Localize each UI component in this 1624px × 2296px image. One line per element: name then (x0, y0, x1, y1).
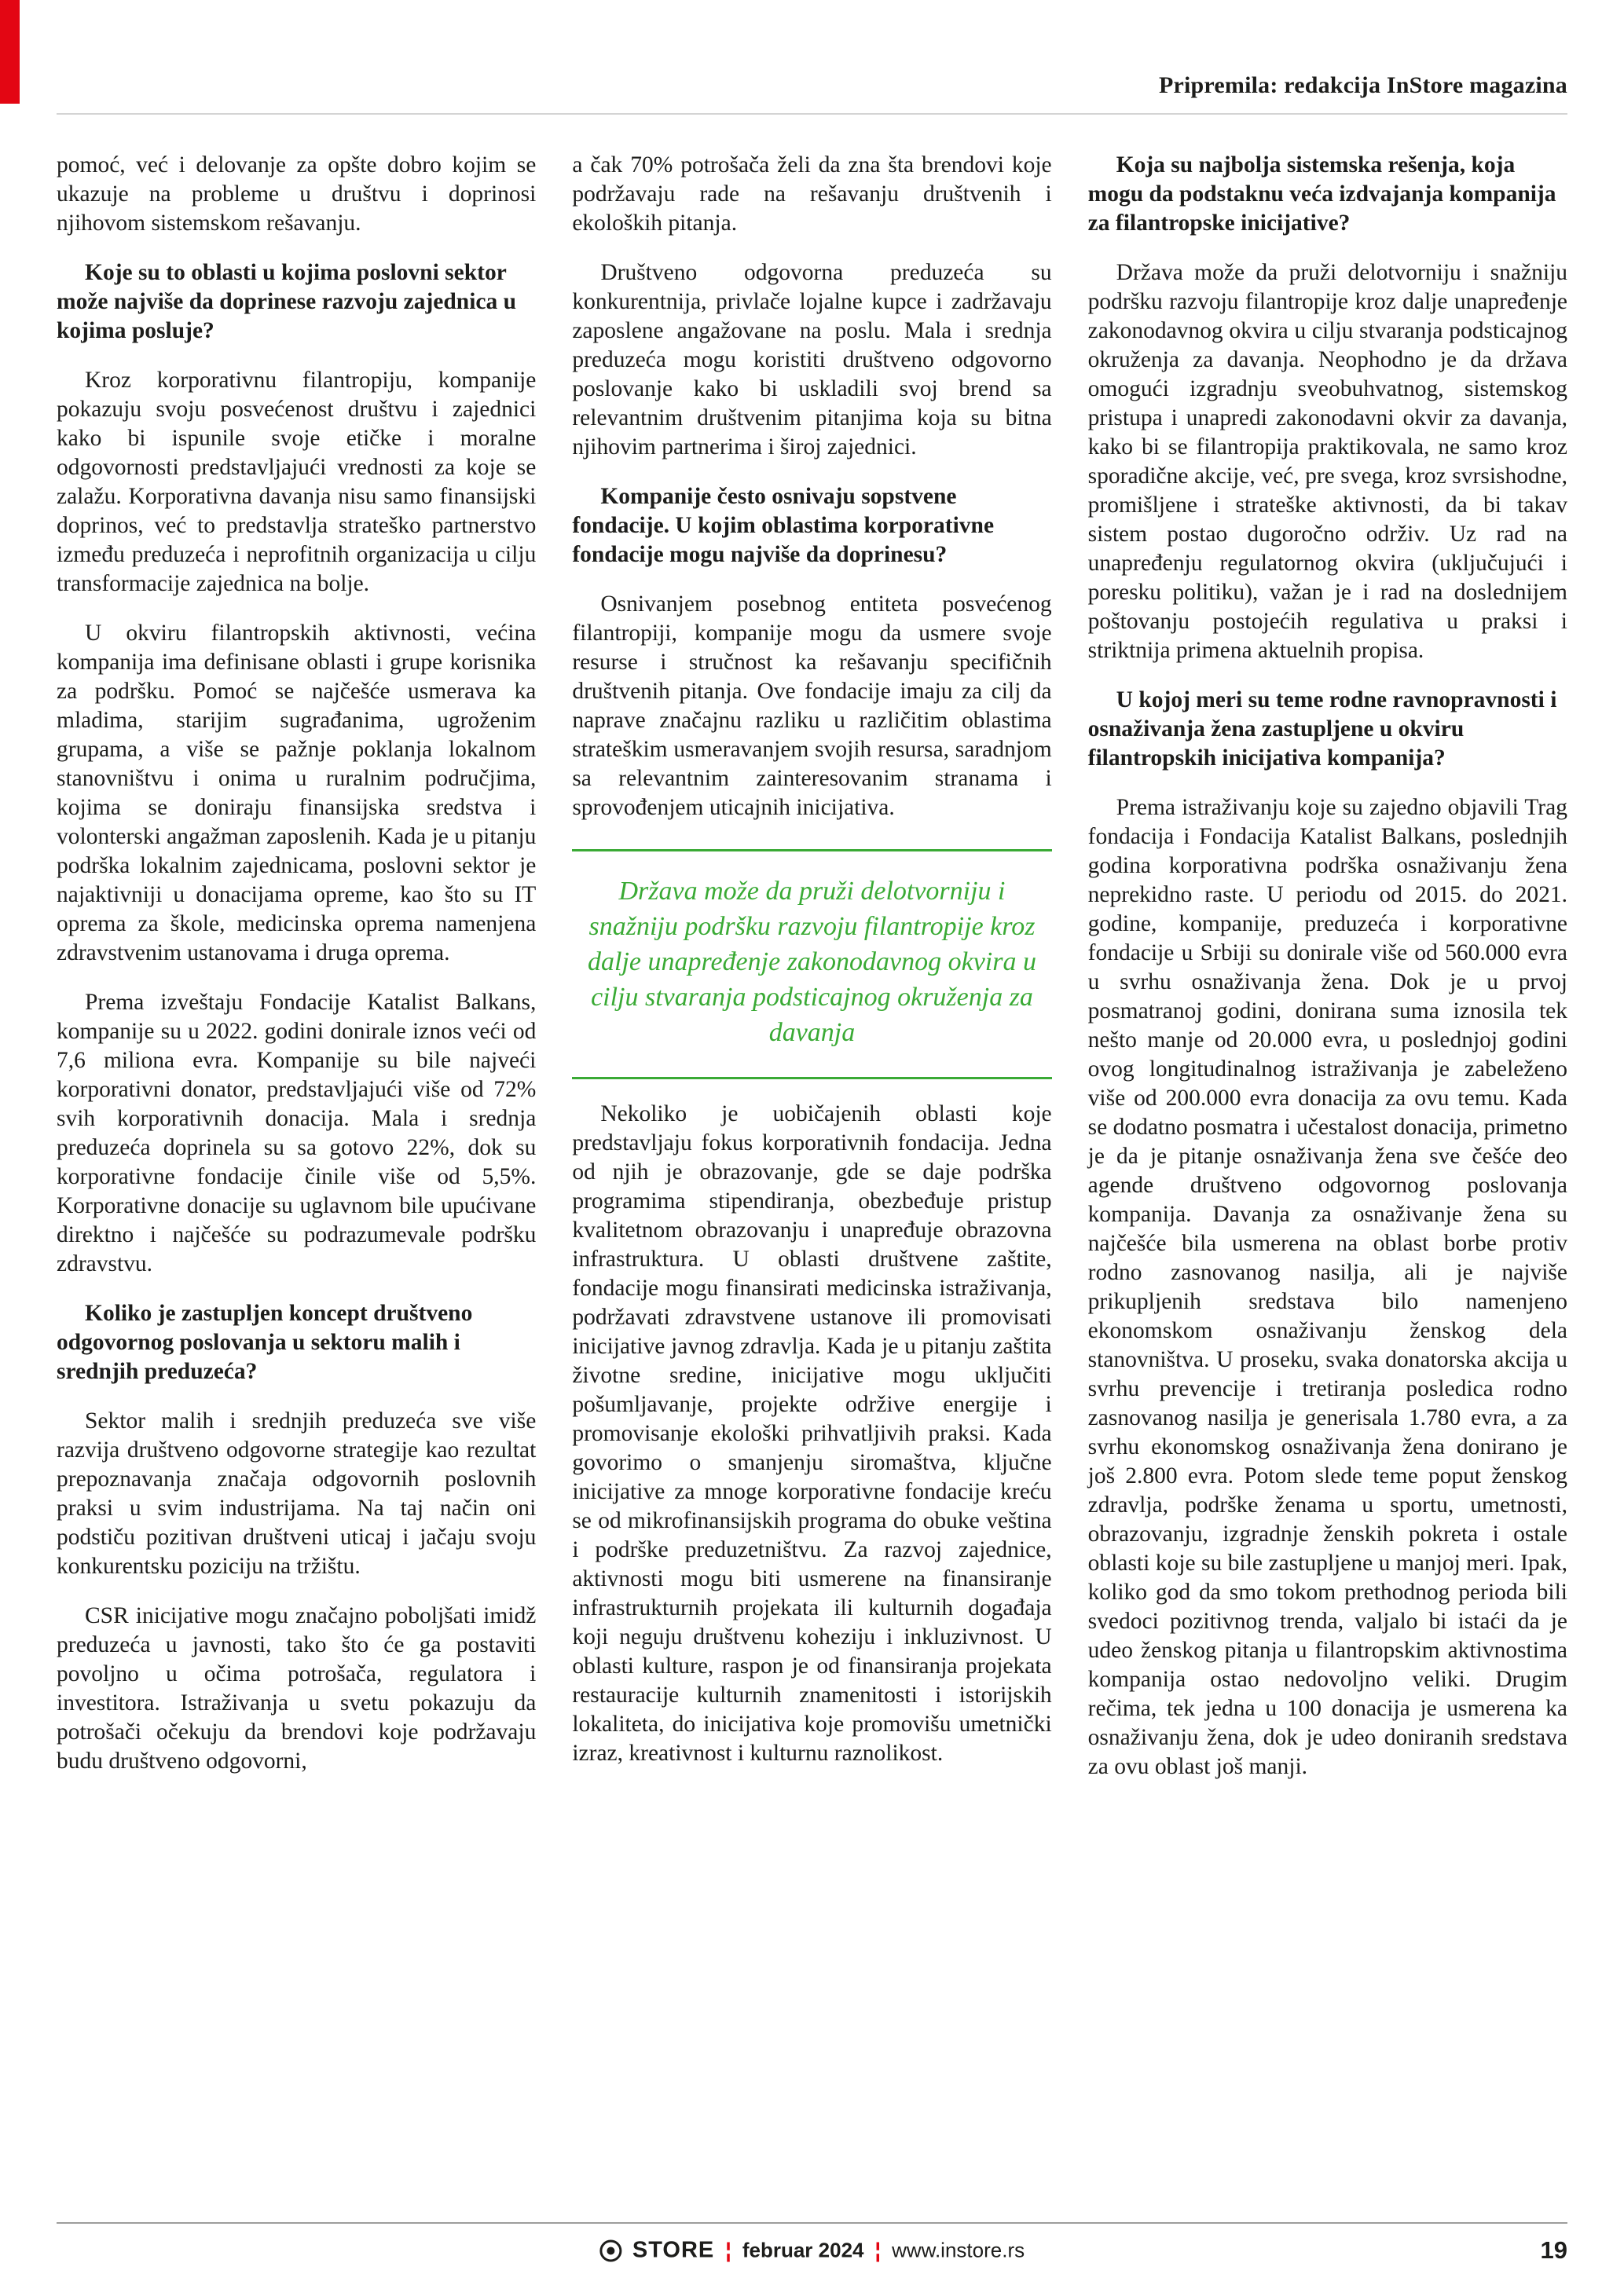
footer-separator-1: ¦ (725, 2238, 731, 2262)
body-paragraph: CSR inicijative mogu značajno poboljšati imidž preduzeća u javnosti, tako što će ga postaviti povoljno u očima potrošača, regulatora i investitora. Istraživanja u svetu pokazuju da potrošači očekuju da brendovi koje podržavaju budu društveno odgovorni, (57, 1603, 537, 1774)
article-column-3 (1088, 151, 1567, 1782)
body-paragraph: a čak 70% potrošača želi da zna šta brendovi koje podržavaju rade na rešavanju društvenih i ekoloških pitanja. (572, 152, 1052, 236)
corner-red-tab (0, 0, 20, 104)
instore-logo-icon (599, 2239, 621, 2261)
footer-brand-line (599, 2238, 1025, 2264)
instore-logo-dot (607, 2247, 614, 2254)
body-paragraph: Osnivanjem posebnog entiteta posvećenog filantropiji, kompanije mogu da usmere svoje resurse i stručnost ka rešavanju specifičnih društvenih pitanja. Ove fondacije imaju za cilj da naprave značajnu razliku u različitim oblastima strateškim usmeravanjem svojih resursa, saradnjom sa relevantnim zainteresovanim stranama i sprovođenjem uticajnih inicijativa. (572, 591, 1052, 820)
pull-quote-text: Država može da pruži delotvorniju i snažniju podršku razvoju filantropije kroz dalje unapređenje zakonodavnog okvira u cilju stvaranja podsticajnog okruženja za davanja (588, 877, 1036, 1047)
body-paragraph: Prema istraživanju koje su zajedno objavili Trag fondacija i Fondacija Katalist Balkans, poslednjih godina korporativna podrška osnaživanju žena neprekidno raste. U periodu od 2015. do 2021. godine, kompanije, preduzeća i korporativne fondacije u Srbiji su donirale više od 560.000 evra u svrhu osnaživanja žena. Dok je u prvoj posmatranoj godini, donirana suma iznosila tek nešto manje od 20.000 evra, u poslednjoj godini ovog longitudinalnog istraživanja je zabeleženo više od 200.000 evra donacija za ovu temu. Kada se dodatno posmatra i učestalost donacija, primetno je da je pitanje osnaživanja žena sve češće deo agende društveno odgovornog poslovanja kompanija. Davanja za osnaživanje žena su najčešće bila usmerena na oblast borbe protiv rodno zasnovanog nasilja, ali je najviše prikupljenih sredstava bilo namenjeno ekonomskom osnaživanju ženskog dela stanovništva. U proseku, svaka donatorska akcija u svrhu prevencije i tretiranja posledica rodno zasnovanog nasilja je generisala 1.780 evra, a za svrhu ekonomskog osnaživanja žena donirano je još 2.800 evra. Potom slede teme poput ženskog zdravlja, podrške ženama u sportu, umetnosti, obrazovanju, izgradnje ženskih pokreta i ostale oblasti koje su bile zastupljene u manjoj meri. Ipak, koliko god da smo tokom prethodnog perioda bili svedoci pozitivnog trenda, valjalo bi istaći da je udeo ženskog pitanja u filantropskim aktivnostima kompanija ostao nedovoljno veliki. Drugim rečima, tek jedna u 100 donacija je usmerena ka osnaživanju žena, dok je udeo doniranih sredstava za ovu oblast još manji. (1087, 795, 1567, 1779)
question-heading: Kompanije često osnivaju sopstvene fondacije. U kojim oblastima korporativne fondacije mogu najviše da doprinesu? (572, 484, 995, 567)
article-column-2 (572, 151, 1051, 1768)
body-paragraph: Prema izveštaju Fondacije Katalist Balkans, kompanije su u 2022. godini donirale iznos veći od 7,6 miliona evra. Kompanije su bile najveći korporativni donator, predstavljajući više od 72% svih korporativnih donacija. Mala i srednja preduzeća doprinela su sa gotovo 22%, dok su korporativne fondacije činile više od 5,5%. Korporativne donacije su uglavnom bile upućivane direktno i najčešće su podrazumevale podršku zdravstvu. (57, 990, 537, 1276)
page-number: 19 (1540, 2236, 1567, 2264)
header-rule (57, 113, 1567, 115)
footer-rule (57, 2222, 1567, 2224)
footer-separator-2: ¦ (874, 2238, 882, 2262)
pull-quote (572, 849, 1051, 1079)
body-paragraph: Država može da pruži delotvorniju i snažniju podršku razvoju filantropije kroz dalje unapređenje zakonodavnog okvira u cilju stvaranja podsticajnog okruženja za davanja. Neophodno je da država omogući izgradnju sveobuhvatnog, sistemskog pristupa i unapredi zakonodavni okvir za davanja, kako bi se filantropija praktikovala, ne samo kroz sporadične akcije, već, pre svega, kroz svrsishodne, promišljene i strateške aktivnosti, da bi takav sistem postao dugoročno održiv. Uz rad na unapređenju regulatornog okvira (uključujući i poresku politiku), važan je i rad na doslednijem poštovanju postojećih regulativa u praksi i striktnija primena aktuelnih propisa. (1087, 260, 1567, 663)
article-column-1 (57, 151, 536, 1776)
body-paragraph: U okviru filantropskih aktivnosti, većina kompanija ima definisane oblasti i grupe korisnika za podršku. Pomoć se najčešće usmerava ka mladima, starijim sugrađanima, ugroženim grupama, a više se pažnje poklanja lokalnom stanovništvu i onima u ruralnim područjima, kojima se doniraju finansijska sredstva i volonterski angažman zaposlenih. Kada je u pitanju podrška lokalnim zajednicama, poslovni sektor je najaktivniji u donacijama opreme, kao što su IT oprema za škole, medicinska oprema namenjena zdravstvenim ustanovama i druga oprema. (57, 621, 537, 965)
page-footer (57, 2233, 1567, 2268)
footer-website: www.instore.rs (892, 2238, 1025, 2262)
body-paragraph: Društveno odgovorna preduzeća su konkurentnija, privlače lojalne kupce i zadržavaju zaposlene angažovane na poslu. Mala i srednja preduzeća mogu koristiti društveno odgovorno poslovanje kako bi uskladili svoj brend sa relevantnim društvenim pitanjima koja su bitna njihovim partnerima i široj zajednici. (572, 260, 1052, 460)
question-heading: Koliko je zastupljen koncept društveno odgovornog poslovanja u sektoru malih i srednjih preduzeća? (57, 1301, 473, 1384)
body-paragraph: Nekoliko je uobičajenih oblasti koje predstavljaju fokus korporativnih fondacija. Jedna od njih je obrazovanje, gde se daje podrška programima stipendiranja, obezbeđuje pristup kvalitetnom obrazovanju i unapređuje obrazovna infrastruktura. U oblasti društvene zaštite, fondacije mogu finansirati medicinska istraživanja, podržavati zdravstvene ustanove ili promovisati inicijative javnog zdravlja. Kada je u pitanju zaštita životne sredine, inicijative mogu uključiti pošumljavanje, projekte održive energije i promovisanje ekološki prihvatljivih praksi. Kada govorimo o smanjenju siromaštva, ključne inicijative za mnoge korporativne fondacije kreću se od mikrofinansijskih programa do obuke veština i podrške preduzetništvu. Za razvoj zajednice, aktivnosti mogu biti usmerene na finansiranje infrastrukturnih projekata ili kulturnih događaja koji neguju društvenu koheziju i inkluzivnost. U oblasti kulture, raspon je od finansiranja projekata restauracije kulturnih znamenitosti i istorijskih lokaliteta, do inicijativa koje promovišu umetnički izraz, kreativnost i kulturnu raznolikost. (572, 1101, 1052, 1766)
kicker-credit: Pripremila: redakcija InStore magazina (1158, 72, 1567, 98)
question-heading: Koje su to oblasti u kojima poslovni sektor može najviše da doprinese razvoju zajednica u kojima posluje? (57, 260, 517, 343)
article-columns (57, 151, 1567, 1782)
body-paragraph: Kroz korporativnu filantropiju, kompanije pokazuju svoju posvećenost društvu i zajednici kako bi ispunile svoje etičke i moralne odgovornosti predstavljajući vrednosti za koje se zalažu. Korporativna davanja nisu samo finansijski doprinos, već to predstavlja strateško partnerstvo između preduzeća i neprofitnih organizacija u cilju transformacije zajednica na bolje. (57, 368, 537, 596)
body-paragraph: Sektor malih i srednjih preduzeća sve više razvija društveno odgovorne strategije kao rezultat prepoznavanja značaja odgovornih poslovnih praksi u svim industrijama. Na taj način oni podstiču pozitivan društveni uticaj i jačaju svoju konkurentsku poziciju na tržištu. (57, 1408, 537, 1579)
question-heading: U kojoj meri su teme rodne ravnopravnosti i osnaživanja žena zastupljene u okviru filantropskih inicijativa kompanija? (1087, 687, 1557, 771)
footer-brand: STORE (632, 2237, 715, 2263)
footer-date: februar 2024 (742, 2238, 864, 2262)
question-heading: Koja su najbolja sistemska rešenja, koja mogu da podstaknu veća izdvajanja kompanija za filantropske inicijative? (1087, 152, 1556, 236)
body-paragraph: pomoć, već i delovanje za opšte dobro kojim se ukazuje na probleme u društvu i doprinosi njihovom sistemskom rešavanju. (57, 152, 537, 236)
page-header (57, 72, 1567, 99)
